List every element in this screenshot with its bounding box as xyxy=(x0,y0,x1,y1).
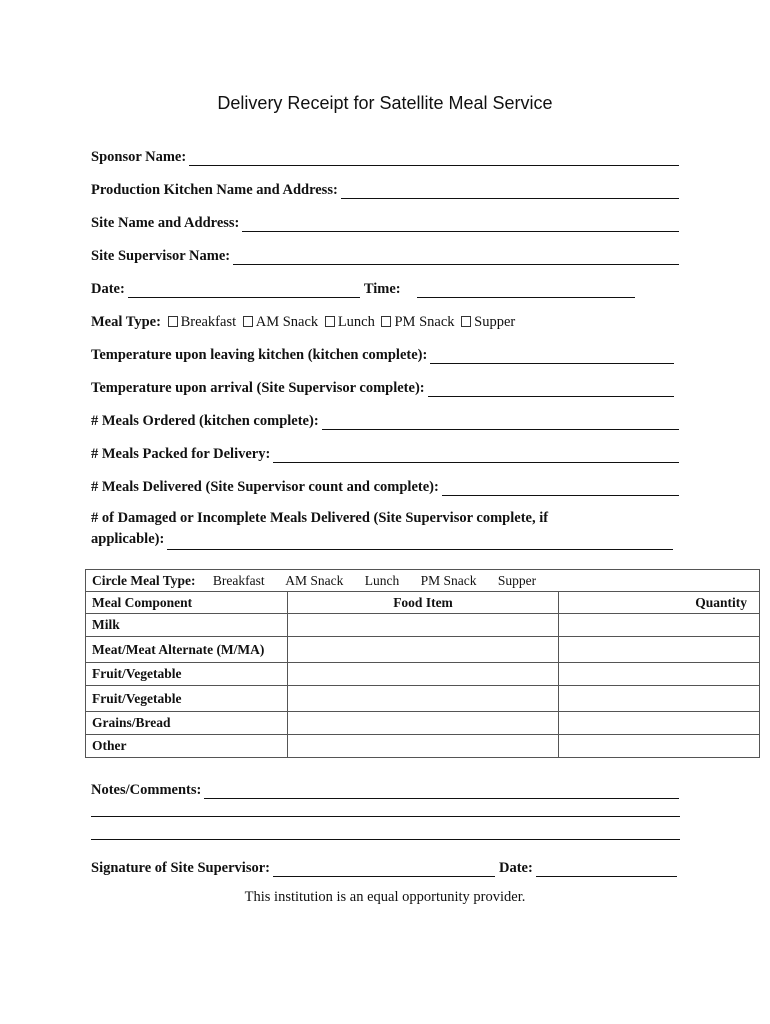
breakfast-checkbox[interactable] xyxy=(168,316,178,327)
component-grains-bread: Grains/Bread xyxy=(86,712,288,735)
time-label: Time: xyxy=(363,281,401,297)
table-row xyxy=(86,686,760,712)
component-milk: Milk xyxy=(86,614,288,637)
notes-input-line[interactable] xyxy=(204,783,679,799)
site-supervisor-label: Site Supervisor Name: xyxy=(91,248,231,264)
table-header-row xyxy=(86,592,760,614)
temp-arrival-field[interactable] xyxy=(91,375,674,397)
table-row xyxy=(86,614,760,637)
meals-delivered-label: # Meals Delivered (Site Supervisor count and complete): xyxy=(91,479,439,495)
production-kitchen-input-line[interactable] xyxy=(341,183,679,199)
quantity-cell[interactable] xyxy=(559,735,760,758)
circle-supper-option[interactable]: Supper xyxy=(497,572,537,588)
sponsor-name-input-line[interactable] xyxy=(189,150,679,166)
breakfast-option: Breakfast xyxy=(180,314,237,330)
temp-arrival-input-line[interactable] xyxy=(428,381,674,397)
page-title: Delivery Receipt for Satellite Meal Service xyxy=(217,93,553,113)
signature-row xyxy=(91,855,679,877)
circle-am-snack-option[interactable]: AM Snack xyxy=(285,572,344,588)
temp-leaving-label: Temperature upon leaving kitchen (kitchen complete): xyxy=(91,347,428,363)
production-kitchen-label: Production Kitchen Name and Address: xyxy=(91,182,338,198)
circle-lunch-option[interactable]: Lunch xyxy=(364,572,400,588)
time-input-line[interactable] xyxy=(417,282,635,298)
notes-line-2[interactable] xyxy=(91,816,680,817)
meals-packed-label: # Meals Packed for Delivery: xyxy=(91,446,271,462)
component-meat: Meat/Meat Alternate (M/MA) xyxy=(86,637,288,663)
meals-ordered-input-line[interactable] xyxy=(322,414,679,430)
lunch-checkbox[interactable] xyxy=(325,316,335,327)
component-fruit-vegetable-1: Fruit/Vegetable xyxy=(86,663,288,686)
quantity-cell[interactable] xyxy=(559,614,760,637)
food-item-cell[interactable] xyxy=(288,614,559,637)
damaged-meals-input-line[interactable] xyxy=(167,534,673,550)
meal-type-label: Meal Type: xyxy=(91,314,161,330)
quantity-cell[interactable] xyxy=(559,637,760,663)
meals-packed-input-line[interactable] xyxy=(273,447,679,463)
date-input-line[interactable] xyxy=(128,282,360,298)
quantity-cell[interactable] xyxy=(559,686,760,712)
damaged-meals-label-line1: # of Damaged or Incomplete Meals Delivered (Site Supervisor complete, if xyxy=(91,510,549,526)
pm-snack-checkbox[interactable] xyxy=(381,316,391,327)
site-name-input-line[interactable] xyxy=(242,216,679,232)
circle-breakfast-option[interactable]: Breakfast xyxy=(212,572,265,588)
notes-line-3[interactable] xyxy=(91,839,680,840)
site-name-label: Site Name and Address: xyxy=(91,215,240,231)
footer-statement: This institution is an equal opportunity provider. xyxy=(244,889,526,905)
temp-arrival-label: Temperature upon arrival (Site Supervisor complete): xyxy=(91,380,425,396)
signature-input-line[interactable] xyxy=(273,861,495,877)
site-supervisor-field[interactable] xyxy=(91,243,679,265)
am-snack-checkbox[interactable] xyxy=(243,316,253,327)
date-time-row xyxy=(91,276,679,298)
production-kitchen-field[interactable] xyxy=(91,177,679,199)
component-other: Other xyxy=(86,735,288,758)
site-supervisor-input-line[interactable] xyxy=(233,249,679,265)
meals-delivered-input-line[interactable] xyxy=(442,480,679,496)
food-item-cell[interactable] xyxy=(288,663,559,686)
site-name-field[interactable] xyxy=(91,210,679,232)
food-item-cell[interactable] xyxy=(288,735,559,758)
table-row xyxy=(86,663,760,686)
table-row xyxy=(86,735,760,758)
food-item-cell[interactable] xyxy=(288,686,559,712)
food-item-header: Food Item xyxy=(288,592,559,614)
sponsor-name-field[interactable] xyxy=(91,144,679,166)
am-snack-option: AM Snack xyxy=(255,314,319,330)
meal-type-row xyxy=(91,309,679,331)
notes-field[interactable] xyxy=(91,777,679,799)
quantity-cell[interactable] xyxy=(559,663,760,686)
signature-date-input-line[interactable] xyxy=(536,861,677,877)
date-label: Date: xyxy=(91,281,125,297)
meals-ordered-field[interactable] xyxy=(91,408,679,430)
signature-date-label: Date: xyxy=(498,860,533,876)
sponsor-name-label: Sponsor Name: xyxy=(91,149,187,165)
temp-leaving-input-line[interactable] xyxy=(430,348,674,364)
meal-component-table xyxy=(85,569,760,758)
food-item-cell[interactable] xyxy=(288,712,559,735)
table-row xyxy=(86,712,760,735)
supper-checkbox[interactable] xyxy=(461,316,471,327)
meals-delivered-field[interactable] xyxy=(91,474,679,496)
quantity-header: Quantity xyxy=(559,592,760,614)
meals-ordered-label: # Meals Ordered (kitchen complete): xyxy=(91,413,319,429)
circle-pm-snack-option[interactable]: PM Snack xyxy=(420,572,477,588)
meals-packed-field[interactable] xyxy=(91,441,679,463)
circle-meal-type-label: Circle Meal Type: xyxy=(92,572,196,588)
notes-label: Notes/Comments: xyxy=(91,782,202,798)
damaged-meals-field[interactable] xyxy=(91,508,681,550)
food-item-cell[interactable] xyxy=(288,637,559,663)
pm-snack-option: PM Snack xyxy=(394,314,455,330)
circle-meal-type-row xyxy=(86,570,760,592)
table-row xyxy=(86,637,760,663)
lunch-option: Lunch xyxy=(337,314,375,330)
meal-component-header: Meal Component xyxy=(86,592,288,614)
quantity-cell[interactable] xyxy=(559,712,760,735)
supper-option: Supper xyxy=(474,314,516,330)
signature-label: Signature of Site Supervisor: xyxy=(91,860,270,876)
damaged-meals-label-line2: applicable): xyxy=(91,531,165,547)
component-fruit-vegetable-2: Fruit/Vegetable xyxy=(86,686,288,712)
temp-leaving-field[interactable] xyxy=(91,342,674,364)
